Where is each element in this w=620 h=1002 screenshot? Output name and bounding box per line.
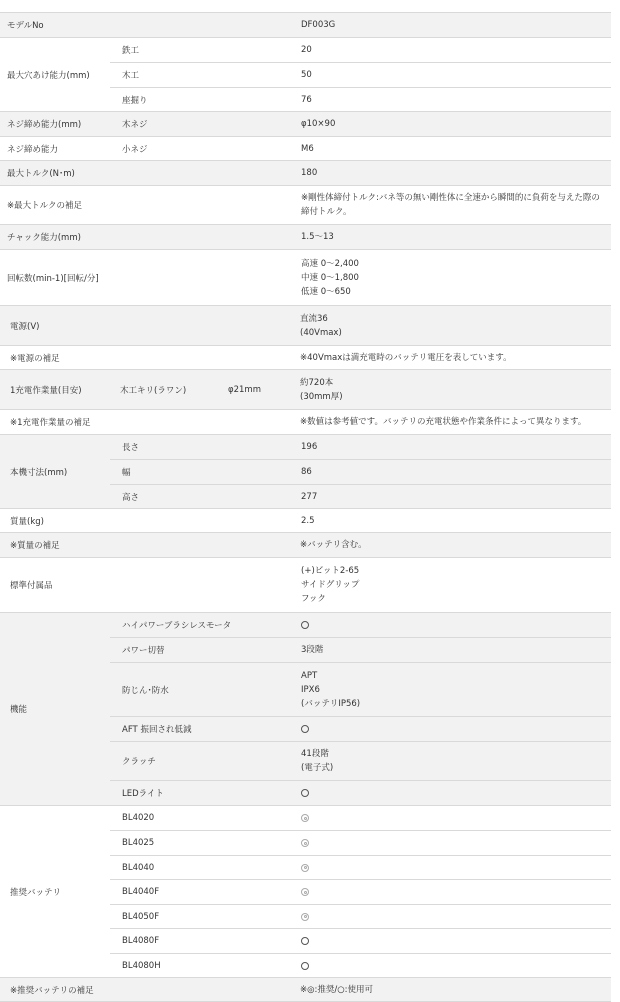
- value-line: サイドグリップ: [301, 580, 360, 590]
- sub-row: [110, 879, 611, 904]
- row-rpm: [0, 249, 611, 305]
- sub-value: [298, 742, 611, 780]
- circle-icon: [301, 725, 309, 733]
- value-line: APT: [301, 670, 318, 681]
- sub-label-2: φ21mm: [228, 384, 261, 395]
- row-screw-wood: [0, 111, 611, 136]
- sub-row: [110, 780, 611, 805]
- row-group-battery: [0, 805, 611, 977]
- circle-icon: [301, 789, 309, 797]
- value-line: (30mm厚): [300, 391, 343, 402]
- row-group-hole: [0, 37, 611, 111]
- value-line: 低速 0～650: [301, 286, 351, 297]
- sub-label: BL4025: [122, 838, 155, 848]
- value-line: (バッテリIP56): [301, 698, 361, 709]
- sub-row: [110, 435, 611, 459]
- row-label: モデルNo: [7, 21, 44, 31]
- value-line: 約720本: [300, 377, 334, 388]
- value-line: 直流36: [300, 313, 328, 324]
- row-group-size: [0, 434, 611, 508]
- double-circle-icon: [301, 839, 309, 847]
- value-line: (40Vmax): [300, 327, 342, 338]
- sub-row: [110, 855, 611, 879]
- row-screw-machine: [0, 136, 611, 160]
- sub-label: 木工キリ(ラワン): [120, 385, 187, 396]
- sub-label: 幅: [122, 468, 131, 478]
- row-label: 最大穴あけ能力(mm): [7, 70, 90, 81]
- sub-value: [298, 613, 611, 637]
- sub-row: [110, 953, 611, 977]
- row-power: [0, 305, 611, 345]
- sub-label: 鉄工: [122, 46, 140, 56]
- sub-row: [110, 662, 611, 716]
- sub-value: [298, 663, 611, 716]
- row-label: ※質量の補足: [10, 541, 60, 551]
- sub-value: [298, 880, 611, 904]
- double-circle-icon: [301, 913, 309, 921]
- circle-icon: [301, 962, 309, 970]
- row-label: ※推奨バッテリの補足: [10, 985, 94, 996]
- sub-row: [110, 741, 611, 780]
- sub-row: [110, 87, 611, 111]
- sub-row: [110, 716, 611, 741]
- sub-label: 防じん･防水: [122, 685, 169, 696]
- value-line: IPX6: [301, 684, 320, 695]
- sub-label: AFT 振回され低減: [122, 725, 192, 735]
- row-label: 電源(V): [10, 321, 40, 332]
- row-value: ※40Vmaxは満充電時のバッテリ電圧を表しています。: [300, 352, 512, 363]
- sub-value: [298, 929, 611, 953]
- sub-value: [298, 954, 611, 977]
- sub-label: BL4040F: [122, 887, 160, 897]
- sub-label: 高さ: [122, 492, 140, 503]
- row-value: 180: [301, 168, 318, 178]
- sub-value: [298, 831, 611, 855]
- row-mass-note: [0, 532, 611, 557]
- row-value: ※バッテリ含む。: [300, 540, 367, 550]
- sub-value: 50: [301, 70, 312, 80]
- sub-row: [110, 484, 611, 508]
- row-label: 推奨バッテリ: [10, 887, 62, 898]
- sub-row: [110, 637, 611, 662]
- sub-value: 3段階: [301, 645, 324, 655]
- value-line: フック: [301, 594, 326, 604]
- row-value: DF003G: [301, 20, 336, 30]
- row-label: ※1充電作業量の補足: [10, 418, 91, 428]
- row-battery-note: [0, 977, 611, 1002]
- sub-row: [110, 459, 611, 484]
- sub-row: [110, 38, 611, 62]
- sub-row: [110, 62, 611, 87]
- sub-value: 277: [301, 491, 318, 502]
- row-value: φ10×90: [301, 119, 336, 129]
- row-value: ※数値は参考値です。バッテリの充電状態や作業条件によって異なります。: [300, 417, 587, 427]
- sub-value: [298, 856, 611, 879]
- sub-label: BL4040: [122, 862, 155, 873]
- row-value: ※◎:推奨/○:使用可: [300, 984, 374, 995]
- spec-table: [0, 12, 611, 1002]
- row-mass: [0, 508, 611, 532]
- row-label: ネジ締め能力: [7, 144, 59, 155]
- sub-value: 76: [301, 94, 312, 105]
- row-torque: [0, 160, 611, 185]
- sub-value: [298, 806, 611, 830]
- row-label: 機能: [10, 705, 28, 715]
- value-line: 41段階: [301, 749, 329, 759]
- sub-label: パワー切替: [122, 646, 165, 656]
- row-label: 1充電作業量(目安): [10, 385, 82, 396]
- row-label: 最大トルク(N･m): [7, 169, 75, 179]
- value-line: 中速 0～1,800: [301, 272, 359, 283]
- sub-row: [110, 904, 611, 928]
- sub-label: 木ネジ: [122, 120, 148, 130]
- sub-label: 小ネジ: [122, 144, 148, 155]
- row-label: 質量(kg): [10, 516, 44, 527]
- sub-label: BL4080H: [122, 960, 161, 971]
- row-torque-note: [0, 185, 611, 224]
- row-workload: [0, 369, 611, 409]
- sub-label: 長さ: [122, 443, 140, 453]
- row-chuck: [0, 224, 611, 249]
- value-line: (+)ビット2-65: [301, 566, 360, 576]
- sub-label: BL4080F: [122, 936, 160, 946]
- sub-row: [110, 613, 611, 637]
- sub-value: 86: [301, 467, 312, 477]
- sub-value: 20: [301, 45, 312, 55]
- sub-label: 木工: [122, 71, 140, 81]
- row-label: チャック能力(mm): [7, 233, 81, 243]
- row-label: 本機寸法(mm): [10, 467, 68, 478]
- row-workload-note: [0, 409, 611, 434]
- row-accessories: [0, 557, 611, 612]
- row-value: 1.5～13: [301, 232, 334, 242]
- row-label: 回転数(min-1)[回転/分]: [7, 273, 99, 284]
- circle-icon: [301, 621, 309, 629]
- value-line: (電子式): [301, 763, 334, 773]
- row-model: [0, 12, 611, 37]
- row-value: M6: [301, 143, 314, 154]
- circle-icon: [301, 937, 309, 945]
- sub-row: [110, 928, 611, 953]
- row-label: 標準付属品: [10, 581, 53, 591]
- sub-value: 196: [301, 442, 318, 452]
- sub-label: ハイパワーブラシレスモータ: [122, 621, 232, 631]
- sub-row: [110, 806, 611, 830]
- double-circle-icon: [301, 864, 309, 872]
- sub-label: BL4050F: [122, 911, 160, 922]
- sub-row: [110, 830, 611, 855]
- value-line: 高速 0～2,400: [301, 258, 359, 269]
- sub-label: LEDライト: [122, 789, 164, 799]
- sub-value: [298, 717, 611, 741]
- row-value: [300, 306, 611, 345]
- sub-label: BL4020: [122, 813, 155, 823]
- row-label: ※電源の補足: [10, 353, 60, 364]
- sub-label: クラッチ: [122, 757, 156, 767]
- double-circle-icon: [301, 814, 309, 822]
- double-circle-icon: [301, 888, 309, 896]
- row-label: ※最大トルクの補足: [7, 201, 82, 211]
- row-value: [298, 558, 611, 612]
- row-value: [300, 370, 611, 409]
- sub-value: [298, 781, 611, 805]
- sub-label: 座掘り: [122, 95, 148, 106]
- row-group-features: [0, 612, 611, 805]
- row-power-note: [0, 345, 611, 369]
- value-line: ※剛性体締付トルク:バネ等の無い剛性体に全速から瞬間的に負荷を与えた際の: [301, 193, 600, 203]
- row-value: 2.5: [301, 515, 315, 526]
- row-value: [298, 186, 611, 224]
- row-label: ネジ締め能力(mm): [7, 120, 82, 130]
- sub-value: [298, 905, 611, 928]
- value-line: 締付トルク。: [301, 207, 352, 217]
- row-value: [298, 250, 611, 305]
